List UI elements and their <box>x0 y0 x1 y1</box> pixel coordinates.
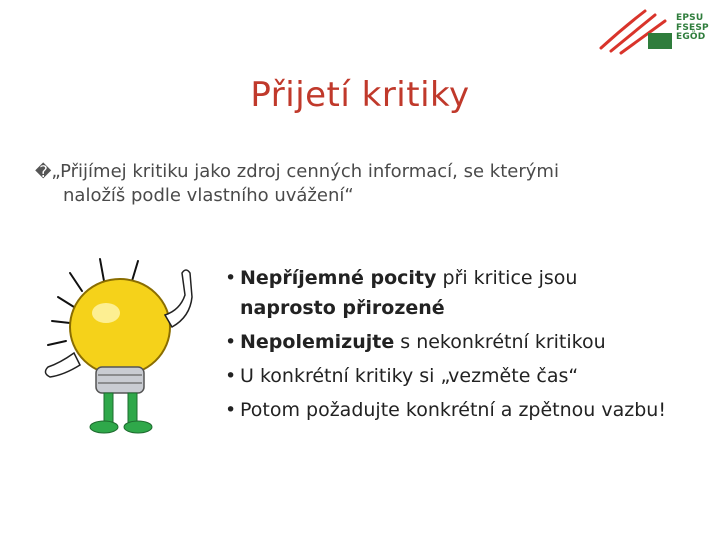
bullet-bold: Nepříjemné pocity <box>240 267 437 289</box>
bullet-item <box>224 263 694 323</box>
bullet-dot: • <box>225 399 237 421</box>
quote-marker: � <box>35 162 52 181</box>
bullet-dot: • <box>225 331 237 353</box>
logo-line-3: EGÖD <box>676 32 706 42</box>
bullet-text: při kritice jsou <box>436 267 578 289</box>
light-bulb-illustration <box>40 255 200 445</box>
bullet-text: s nekonkrétní kritikou <box>394 331 606 353</box>
bullet-text: Potom požadujte konkrétní a zpětnou vazbu! <box>240 399 666 421</box>
bullet-list <box>224 263 694 429</box>
bullet-item <box>224 361 694 391</box>
bullet-item <box>224 395 694 425</box>
bullet-item <box>224 327 694 357</box>
slide-title: Přijetí kritiky <box>250 75 470 115</box>
quote-line-2: naložíš podle vlastního uvážení“ <box>63 185 354 206</box>
bullet-bold: Nepolemizujte <box>240 331 395 353</box>
logo-line-2: FSESP <box>676 22 709 33</box>
epsu-logo <box>593 3 718 61</box>
bullet-dot: • <box>225 365 237 387</box>
logo-line-1: EPSU <box>676 13 704 23</box>
bullet-bold-2: naprosto přirozené <box>240 297 445 319</box>
bullet-dot: • <box>225 267 237 289</box>
quote-line-1: „Přijímej kritiku jako zdroj cenných informací, se kterými <box>51 161 559 182</box>
light-bulb-icon <box>40 255 200 445</box>
logo-wordmark <box>676 14 709 43</box>
slide-quote <box>35 160 695 208</box>
bullet-text: U konkrétní kritiky si „vezměte čas“ <box>240 365 579 387</box>
